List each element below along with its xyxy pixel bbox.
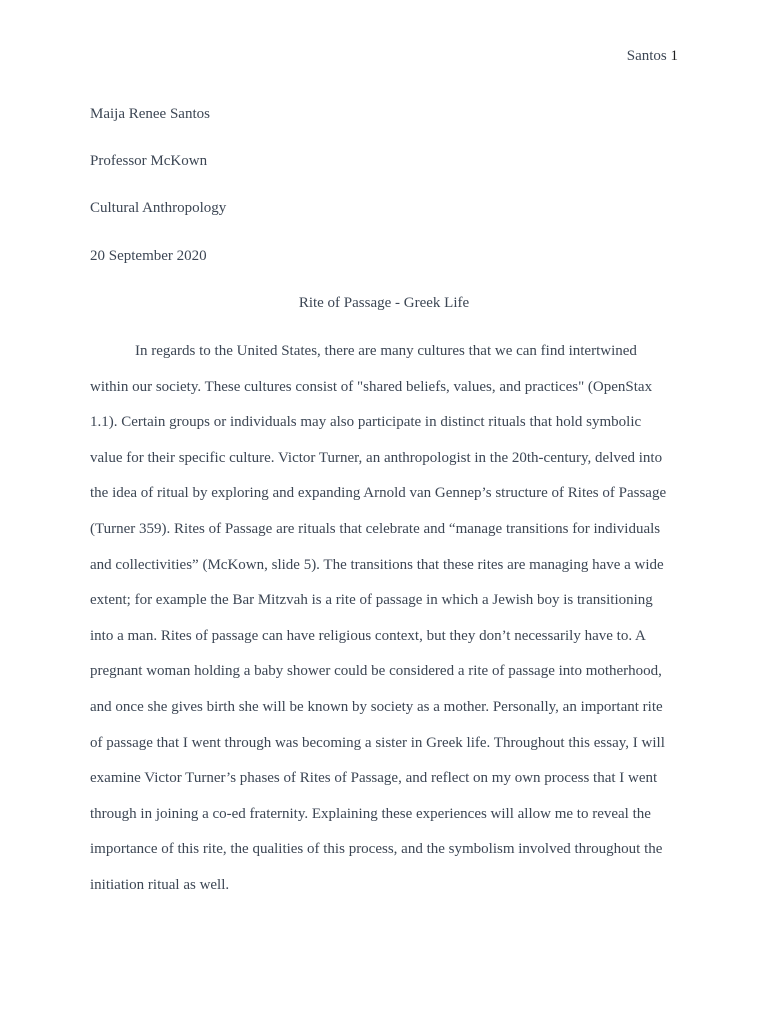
- paragraph-line: the idea of ritual by exploring and expanding Arnold van Gennep’s structure of Rites of Passage: [90, 485, 667, 502]
- paragraph-line: examine Victor Turner’s phases of Rites of Passage, and reflect on my own process that I went: [90, 770, 658, 787]
- paragraph-line: into a man. Rites of passage can have religious context, but they don’t necessarily have to. A: [90, 627, 646, 644]
- paragraph-line: In regards to the United States, there are many cultures that we can find intertwined: [135, 343, 637, 359]
- paragraph-line: and collectivities” (McKown, slide 5). The transitions that these rites are managing have a wide: [90, 556, 664, 573]
- page-number: 1: [670, 48, 678, 64]
- paragraph-line: importance of this rite, the qualities of this process, and the symbolism involved throughout the: [90, 841, 663, 858]
- essay-date: 20 September 2020: [90, 248, 207, 264]
- running-header: [627, 46, 678, 66]
- paragraph-line: 1.1). Certain groups or individuals may also participate in distinct rituals that hold symbolic: [90, 414, 642, 431]
- essay-paragraph: [90, 341, 678, 911]
- paragraph-line: within our society. These cultures consist of "shared beliefs, values, and practices" (OpenStax: [90, 378, 653, 395]
- paragraph-line: of passage that I went through was becoming a sister in Greek life. Throughout this essay, I will: [90, 734, 665, 751]
- paragraph-line: extent; for example the Bar Mitzvah is a rite of passage in which a Jewish boy is transitioning: [90, 592, 653, 609]
- paragraph-line: (Turner 359). Rites of Passage are rituals that celebrate and “manage transitions for individuals: [90, 520, 661, 537]
- course-name: Cultural Anthropology: [90, 200, 227, 216]
- author-name: Maija Renee Santos: [90, 106, 210, 122]
- essay-title: Rite of Passage - Greek Life: [298, 295, 470, 311]
- professor-name: Professor McKown: [90, 153, 208, 169]
- paragraph-line: initiation ritual as well.: [90, 876, 230, 893]
- paragraph-line: value for their specific culture. Victor Turner, an anthropologist in the 20th-century, delved into: [90, 449, 663, 466]
- paragraph-line: through in joining a co-ed fraternity. Explaining these experiences will allow me to reveal the: [90, 805, 651, 822]
- paragraph-line: and once she gives birth she will be known by society as a mother. Personally, an important rite: [90, 698, 663, 715]
- paragraph-line: pregnant woman holding a baby shower could be considered a rite of passage into motherhood,: [90, 663, 662, 680]
- header-surname: Santos: [626, 48, 667, 64]
